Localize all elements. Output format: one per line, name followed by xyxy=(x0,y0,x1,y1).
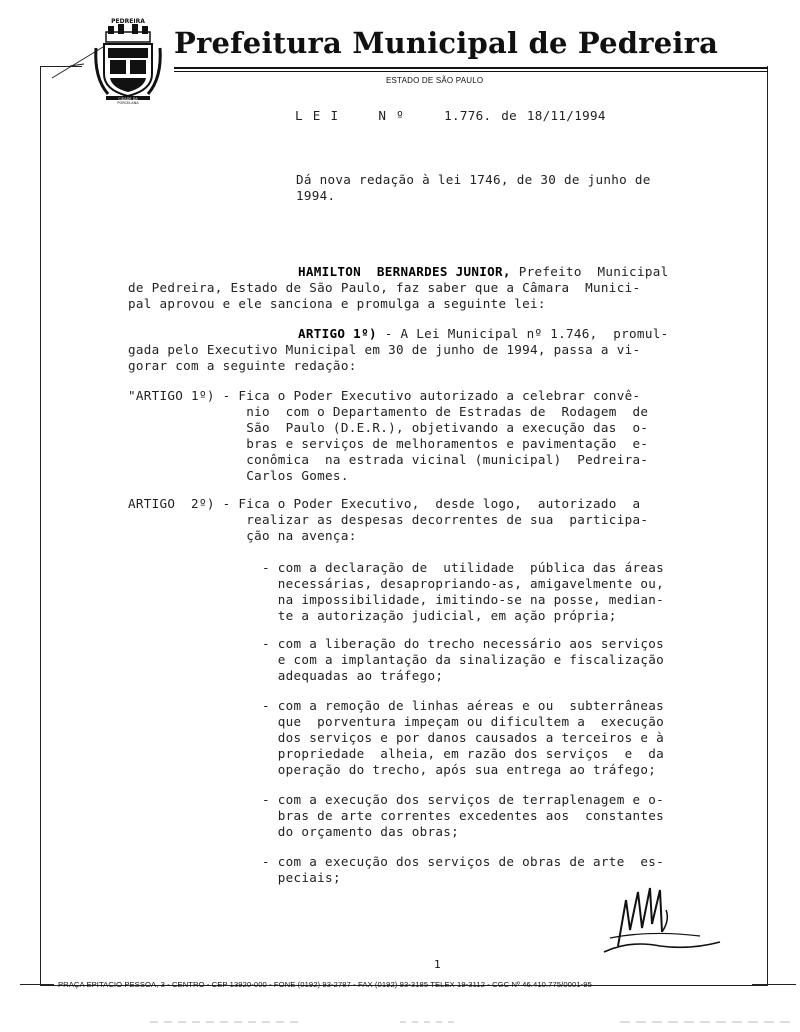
law-label: L E I xyxy=(295,108,339,123)
article2-line: ARTIGO 2º) - Fica o Poder Executivo, desde logo, autorizado a xyxy=(128,496,641,511)
quoted-article1-line: "ARTIGO 1º) - Fica o Poder Executivo autorizado a celebrar convê- xyxy=(128,388,641,403)
article2-line: realizar as despesas decorrentes de sua participa- xyxy=(128,512,649,527)
preamble-line-3: pal aprovou e ele sanciona e promulga a seguinte lei: xyxy=(128,296,546,311)
list-item-line: - com a declaração de utilidade pública das áreas xyxy=(262,560,664,575)
law-title xyxy=(295,108,606,123)
article1-line-1 xyxy=(128,326,668,342)
article1-line-3: gorar com a seguinte redação: xyxy=(128,358,357,373)
preamble-line-1 xyxy=(128,264,668,280)
title-rule xyxy=(174,67,768,69)
preamble-text: Prefeito Municipal xyxy=(510,264,669,279)
list-item-line: te a autorização judicial, em ação própria; xyxy=(262,608,617,623)
list-item-line: propriedade alheia, em razão dos serviços e da xyxy=(262,746,664,761)
list-item-line: - com a execução dos serviços de obras de arte es- xyxy=(262,854,664,869)
preamble-line-2: de Pedreira, Estado de São Paulo, faz saber que a Câmara Munici- xyxy=(128,280,641,295)
quoted-article1-line: nio com o Departamento de Estradas de Rodagem de xyxy=(128,404,649,419)
list-item-line: dos serviços e por danos causados a terceiros e à xyxy=(262,730,664,745)
list-item-line: e com a implantação da sinalização e fiscalização xyxy=(262,652,664,667)
crest-caption-top: CIDADE DA xyxy=(118,97,138,101)
list-item-line: - com a liberação do trecho necessário aos serviços xyxy=(262,636,664,651)
article1-label: ARTIGO 1º) xyxy=(298,326,377,341)
quoted-article1-line: conômica na estrada vicinal (municipal) Pedreira- xyxy=(128,452,649,467)
mayor-name: HAMILTON BERNARDES JUNIOR, xyxy=(298,264,511,279)
footer-rule-right xyxy=(752,984,796,985)
signature-mark xyxy=(590,880,740,960)
list-item-line: peciais; xyxy=(262,870,341,885)
crest-caption-bottom: PORCELANA xyxy=(117,101,139,104)
ementa-line: 1994. xyxy=(296,188,336,203)
list-item-line: operação do trecho, após sua entrega ao tráfego; xyxy=(262,762,657,777)
page-title: Prefeitura Municipal de Pedreira xyxy=(174,26,719,60)
quoted-article1-line: Carlos Gomes. xyxy=(128,468,349,483)
footer-rule-left xyxy=(20,984,54,985)
list-item-line: do orçamento das obras; xyxy=(262,824,460,839)
article1-line-2: gada pelo Executivo Municipal em 30 de junho de 1994, passa a vi- xyxy=(128,342,641,357)
list-item-line: - com a execução dos serviços de terraplenagem e o- xyxy=(262,792,664,807)
list-item-line: que porventura impeçam ou dificultem a execução xyxy=(262,714,664,729)
law-number-date: 1.776. de 18/11/1994 xyxy=(444,108,606,123)
article2-line: ção na avença: xyxy=(128,528,357,543)
city-crest-logo xyxy=(92,18,164,104)
page-number: 1 xyxy=(434,958,441,971)
quoted-article1-line: São Paulo (D.E.R.), objetivando a execução das o- xyxy=(128,420,649,435)
list-item-line: - com a remoção de linhas aéreas e ou subterrâneas xyxy=(262,698,664,713)
scan-artifact-dashes xyxy=(140,1018,800,1026)
quoted-article1-line: bras e serviços de melhoramentos e pavimentação e- xyxy=(128,436,649,451)
list-item-line: adequadas ao tráfego; xyxy=(262,668,444,683)
ementa-line: Dá nova redação à lei 1746, de 30 de junho de xyxy=(296,172,651,187)
title-rule-thin xyxy=(174,71,768,72)
law-no-label: N º xyxy=(378,108,405,123)
list-item-line: na impossibilidade, imitindo-se na posse, median- xyxy=(262,592,664,607)
list-item-line: necessárias, desapropriando-as, amigavelmente ou, xyxy=(262,576,664,591)
footer-address: PRAÇA EPITACIO PESSOA, 3 - CENTRO - CEP 13920-000 - FONE (0192) 93-2787 - FAX (0192) 93-3185 TELEX 19-3112 - CGC Nº 46.410.775/0001-95 xyxy=(58,980,592,989)
state-subtitle: ESTADO DE SÃO PAULO xyxy=(386,76,484,85)
article1-text: - A Lei Municipal nº 1.746, promul- xyxy=(376,326,669,341)
list-item-line: bras de arte correntes excedentes aos constantes xyxy=(262,808,664,823)
crest-top-text: PEDREIRA xyxy=(111,18,145,25)
law-ementa xyxy=(296,172,651,204)
